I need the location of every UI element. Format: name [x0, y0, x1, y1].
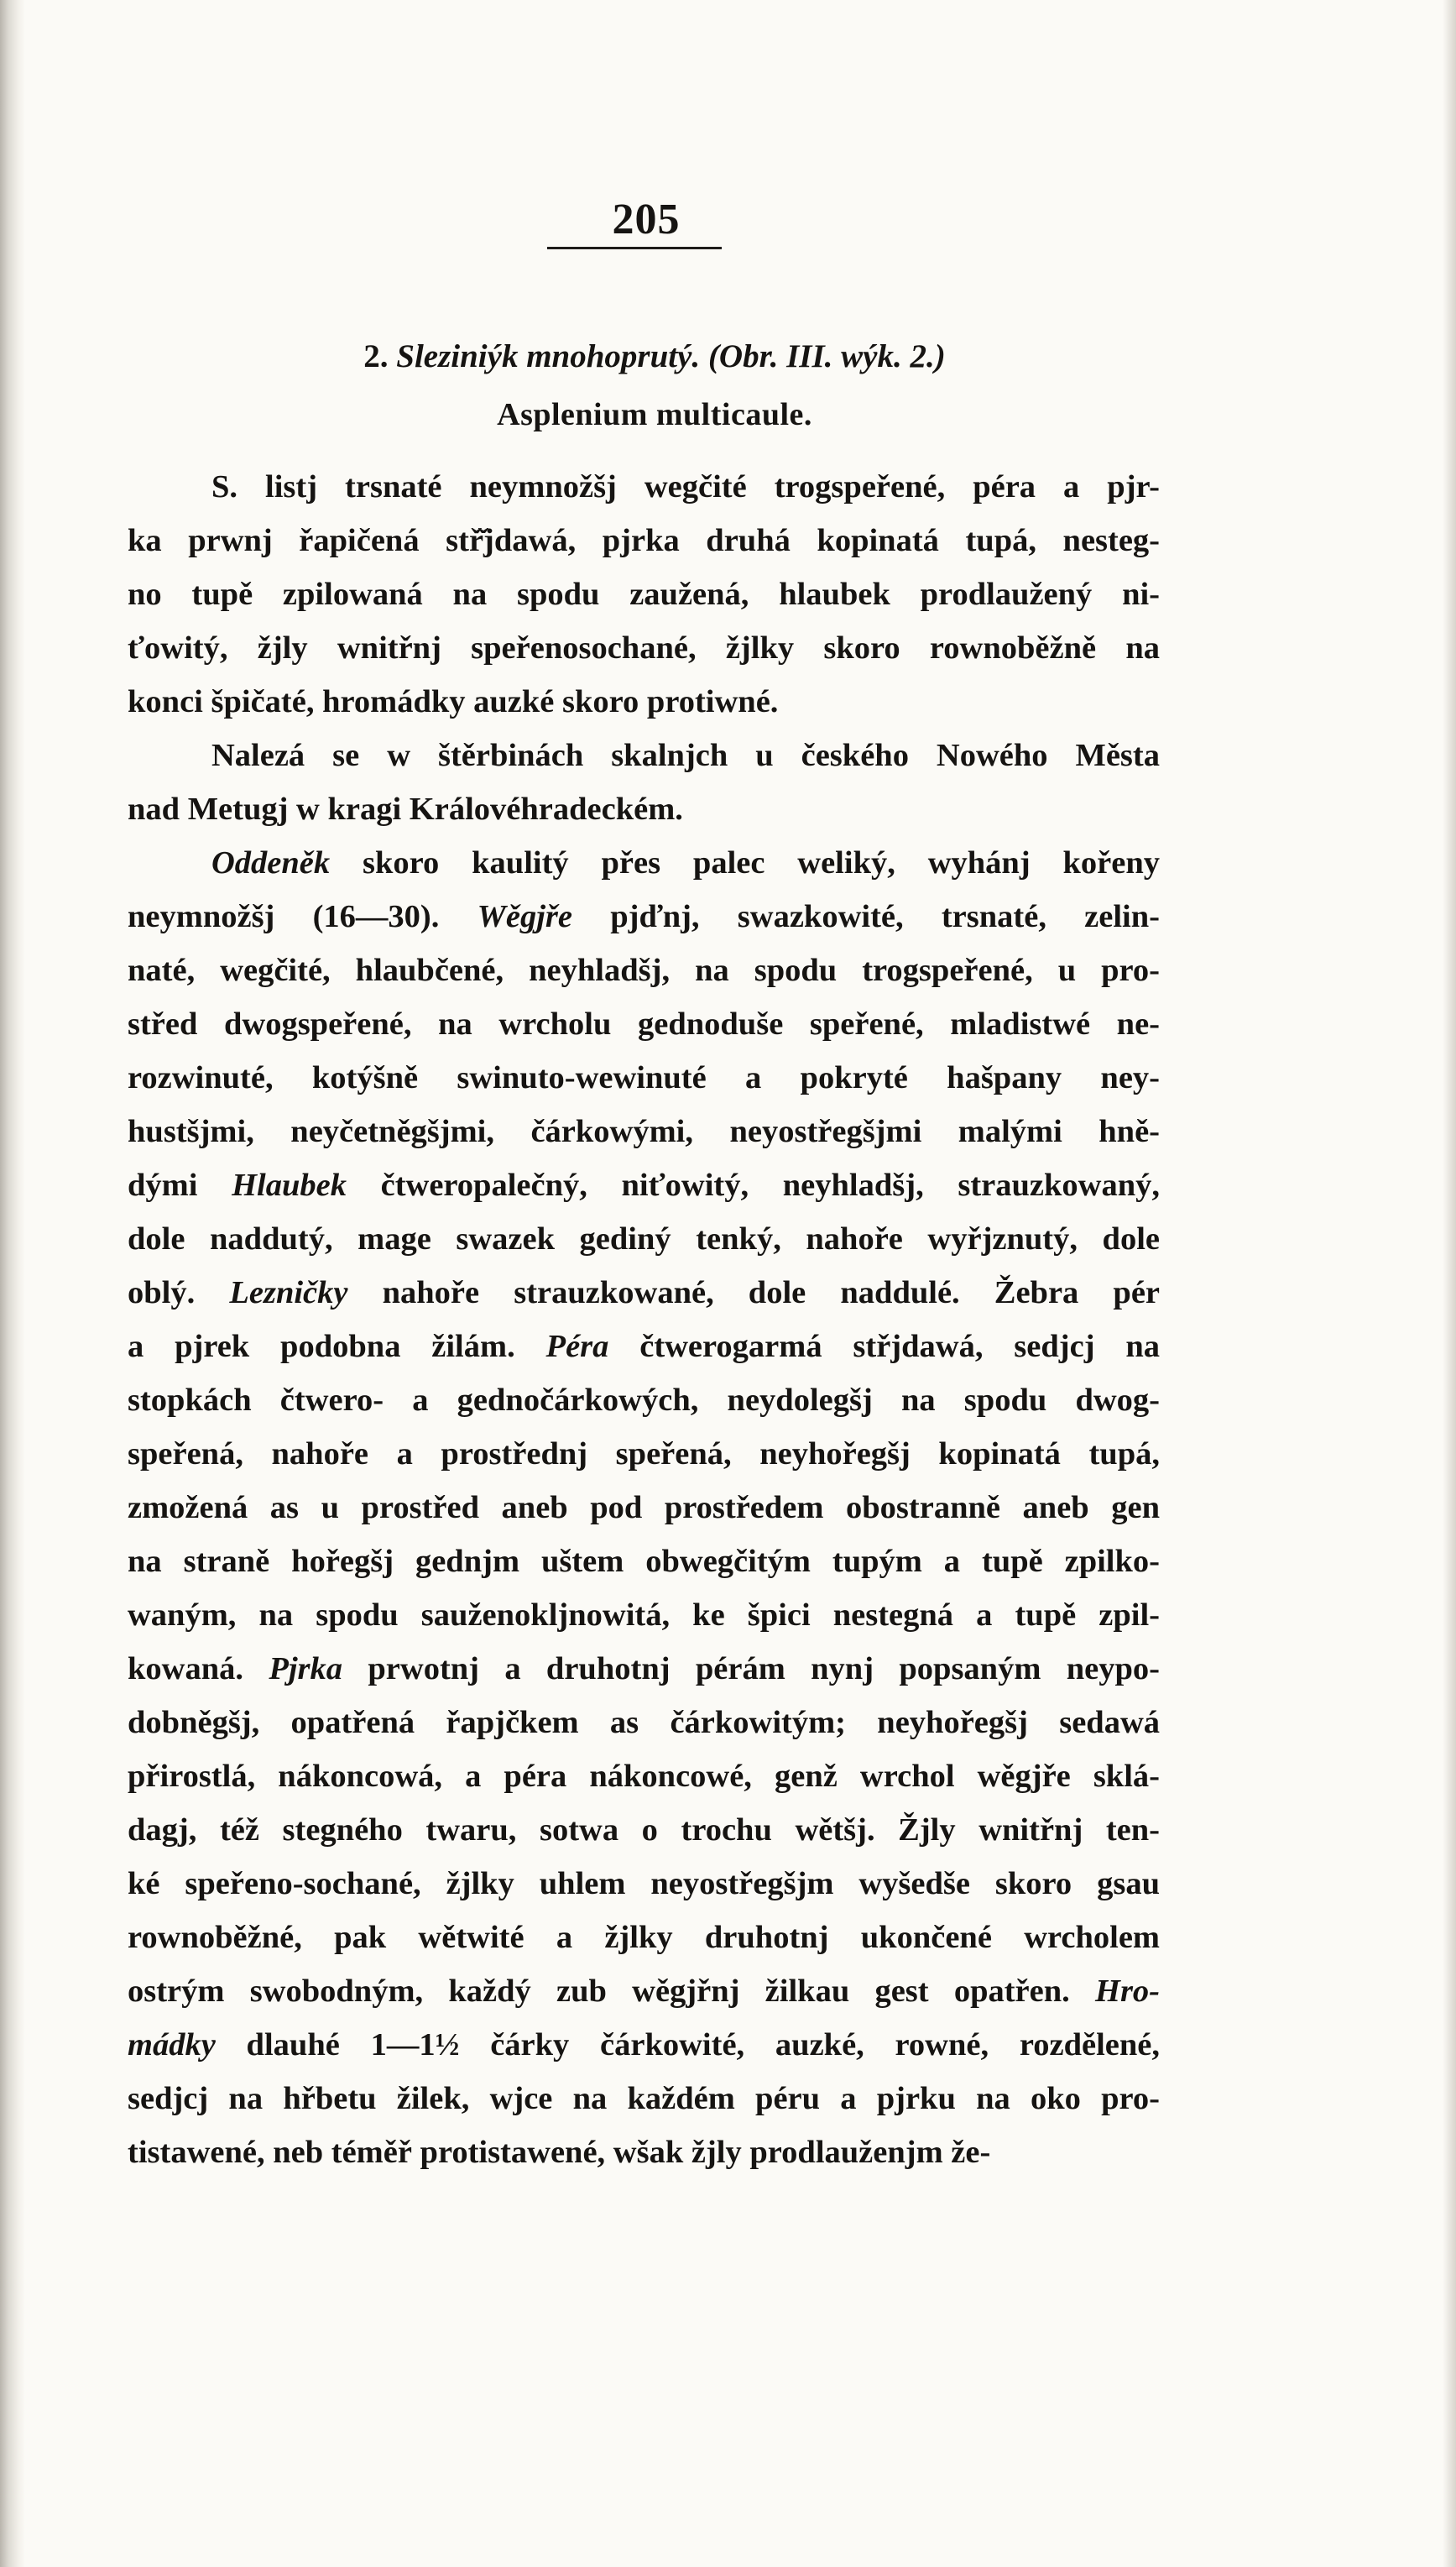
- text-line: [128, 1212, 1160, 1266]
- text-run: oblý.: [128, 1275, 230, 1310]
- text-run: kowaná.: [128, 1651, 269, 1686]
- italic-term: Péra: [545, 1329, 609, 1364]
- italic-term: Wěgjře: [477, 899, 572, 934]
- text-run: neymnožšj (16—30).: [128, 899, 478, 934]
- paragraph-description: [128, 460, 1160, 729]
- text-run: dobněgšj, opatřená řapjčkem as čárkowitým; neyhořegšj sedawá: [128, 1705, 1160, 1740]
- species-heading: [134, 337, 1175, 375]
- figure-reference: (Obr. III. wýk. 2.): [707, 338, 946, 374]
- text-run: ké speřeno-sochané, žjlky uhlem neyostřegšjm wyšedše skoro gsau: [128, 1866, 1160, 1901]
- italic-term: Hro-: [1095, 1974, 1160, 2009]
- text-run: dlauhé 1—1½ čárky čárkowité, auzké, rowné, rozdělené,: [215, 2027, 1160, 2062]
- italic-term: Hlaubek: [232, 1168, 347, 1203]
- text-run: rownoběžné, pak wětwité a žjlky druhotnj ukončené wrcholem: [128, 1920, 1160, 1955]
- text-line: [128, 1373, 1160, 1427]
- text-line: [128, 1696, 1160, 1749]
- text-run: speřená, nahoře a prostřednj speřená, neyhořegšj kopinatá tupá,: [128, 1436, 1160, 1472]
- text-line: [128, 1266, 1160, 1320]
- text-run: dole naddutý, mage swazek gediný tenký, nahoře wyřjznutý, dole: [128, 1221, 1160, 1257]
- text-line: [128, 944, 1160, 997]
- text-run: dými: [128, 1168, 232, 1203]
- page-binding-shadow: [0, 0, 25, 2567]
- text-run: prwotnj a druhotnj pérám nynj popsaným neypo-: [342, 1651, 1160, 1686]
- italic-term: Oddeněk: [211, 845, 331, 881]
- italic-term: Lezničky: [229, 1275, 348, 1310]
- text-line: [128, 460, 1160, 514]
- italic-term: mádky: [128, 2027, 216, 2062]
- text-run: čtweropalečný, niťowitý, neyhladšj, strauzkowaný,: [346, 1168, 1160, 1203]
- text-run: čtwerogarmá střjdawá, sedjcj na: [608, 1329, 1161, 1364]
- text-run: ťowitý, žjly wnitřnj speřenosochané, žjlky skoro rownoběžně na: [128, 630, 1160, 666]
- text-line: [128, 1051, 1160, 1105]
- text-run: sedjcj na hřbetu žilek, wjce na každém péru a pjrku na oko pro-: [128, 2081, 1160, 2116]
- text-run: dagj, též stegného twaru, sotwa o trochu wětšj. Žjly wnitřnj ten-: [128, 1812, 1160, 1848]
- text-line: [128, 1105, 1160, 1158]
- text-line: [128, 514, 1160, 567]
- text-line: [128, 621, 1160, 675]
- italic-term: Pjrka: [269, 1651, 343, 1686]
- text-run: na straně hořegšj gednjm uštem obwegčitým tupým a tupě zpilko-: [128, 1544, 1160, 1579]
- text-line: [128, 1534, 1160, 1588]
- text-run: střed dwogspeřené, na wrcholu gednoduše speřené, mladistwé ne-: [128, 1006, 1160, 1042]
- text-run: rozwinuté, kotýšně swinuto-wewinuté a pokryté hašpany ney-: [128, 1060, 1160, 1095]
- czech-species-name: Sleziniýk mnohoprutý.: [396, 338, 701, 374]
- text-run: nahoře strauzkowané, dole naddulé. Žebra pér: [347, 1275, 1161, 1310]
- text-run: stopkách čtwero- a gednočárkowých, neydolegšj na spodu dwog-: [128, 1383, 1160, 1418]
- text-line: [128, 1911, 1160, 1964]
- text-line: [128, 1588, 1160, 1642]
- text-line: [128, 729, 1160, 782]
- text-run: naté, wegčité, hlaubčené, neyhladšj, na spodu trogspeřené, u pro-: [128, 953, 1160, 988]
- paragraph-details: [128, 836, 1160, 2179]
- text-line: [128, 2018, 1160, 2072]
- text-run: nad Metugj w kragi Královéhradeckém.: [128, 792, 683, 827]
- text-run: ka prwnj řapičená stř̌jdawá, pjrka druhá kopinatá tupá, nesteg-: [128, 523, 1160, 558]
- latin-species-name: Asplenium multicaule.: [497, 397, 812, 432]
- page-edge-shadow: [1443, 0, 1456, 2567]
- page-number: 205: [612, 196, 681, 243]
- text-line: [128, 2072, 1160, 2125]
- text-line: [128, 1749, 1160, 1803]
- text-line: [128, 782, 1160, 836]
- text-line: [128, 1481, 1160, 1534]
- text-line: [128, 1427, 1160, 1481]
- text-run: pjďnj, swazkowité, trsnaté, zelin-: [571, 899, 1160, 934]
- text-run: konci špičaté, hromádky auzké skoro protiwné.: [128, 684, 779, 719]
- text-line: [128, 1803, 1160, 1857]
- text-run: S. listj trsnaté neymnožšj wegčité trogspeřené, péra a pjr-: [211, 469, 1160, 505]
- text-run: tistawené, neb téměř protistawené, wšak žjly prodlauženjm že-: [128, 2135, 991, 2170]
- page-number-rule: [547, 247, 722, 249]
- entry-number: 2.: [363, 338, 389, 374]
- text-line: [128, 675, 1160, 729]
- text-run: no tupě zpilowaná na spodu zaužená, hlaubek prodlaužený ni-: [128, 577, 1160, 612]
- text-run: a pjrek podobna žilám.: [128, 1329, 546, 1364]
- text-line: [128, 1320, 1160, 1373]
- text-run: Nalezá se w štěrbinách skalnjch u českého Nowého Města: [211, 738, 1160, 773]
- text-run: ostrým swobodným, každý zub wěgjřnj žilkau gest opatřen.: [128, 1974, 1095, 2009]
- text-line: [128, 997, 1160, 1051]
- text-line: [128, 836, 1160, 890]
- text-line: [128, 1158, 1160, 1212]
- text-run: skoro kaulitý přes palec weliký, wyhánj kořeny: [330, 845, 1160, 881]
- paragraph-location: [128, 729, 1160, 836]
- text-run: přirostlá, nákoncowá, a péra nákoncowé, genž wrchol wěgjře sklá-: [128, 1759, 1160, 1794]
- text-run: hustšjmi, neyčetněgšjmi, čárkowými, neyostřegšjmi malými hně-: [128, 1114, 1160, 1149]
- text-line: [128, 1642, 1160, 1696]
- text-line: [128, 1857, 1160, 1911]
- text-line: [128, 2125, 1160, 2179]
- text-line: [128, 890, 1160, 944]
- text-line: [128, 567, 1160, 621]
- text-run: zmožená as u prostřed aneb pod prostředem obostranně aneb gen: [128, 1490, 1160, 1525]
- text-run: waným, na spodu saužеnoklјnowitá, ke špici nestegná a tupě zpil-: [128, 1597, 1160, 1633]
- text-line: [128, 1964, 1160, 2018]
